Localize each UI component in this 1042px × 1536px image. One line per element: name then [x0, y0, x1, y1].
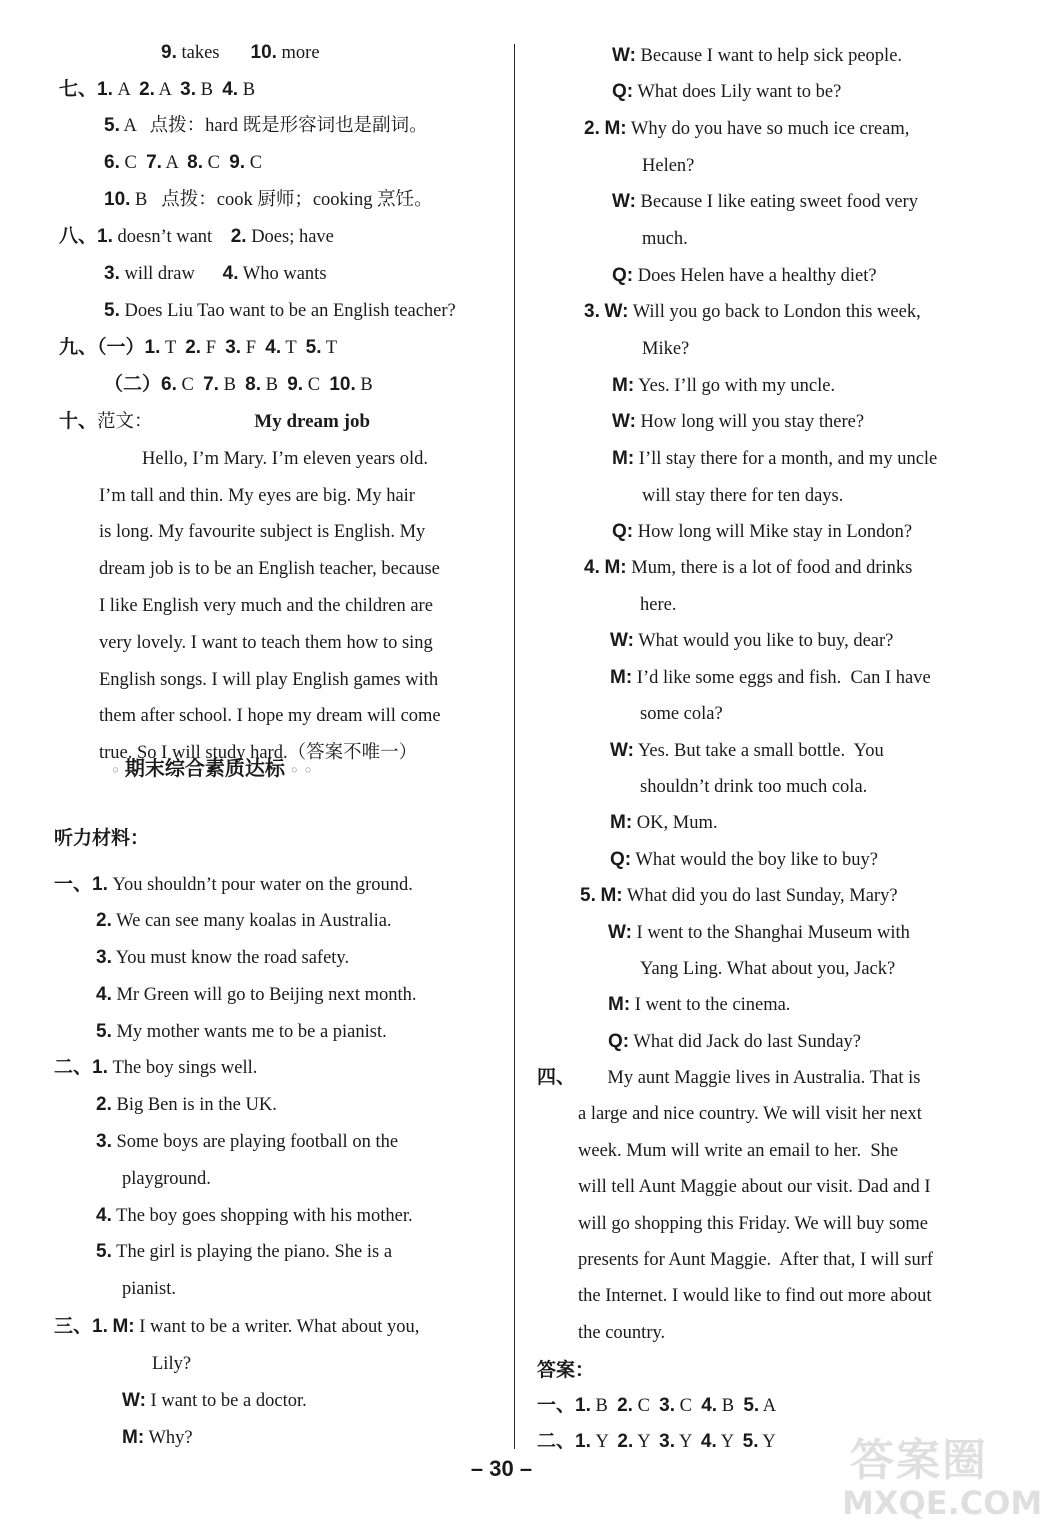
- label-bold: 8.: [245, 374, 262, 395]
- label-bold: 一、1.: [54, 874, 108, 895]
- label-bold: 4.: [700, 1431, 717, 1452]
- left-line: [122, 1277, 176, 1301]
- text: C: [675, 1396, 702, 1416]
- essay-title: My dream job: [254, 411, 371, 432]
- text: B 点拨：cook 厨师；cooking 烹饪。: [130, 190, 433, 210]
- label-bold: Q:: [612, 521, 634, 542]
- left-line: [96, 946, 349, 970]
- label-bold: W:: [604, 301, 629, 322]
- text: The boy sings well.: [107, 1058, 258, 1078]
- text: The girl is playing the piano. She is a: [111, 1242, 393, 1262]
- left-line: [96, 1240, 392, 1264]
- label-bold: 2.: [96, 1094, 112, 1115]
- text: C: [632, 1396, 660, 1416]
- text: Mike?: [642, 339, 690, 359]
- label-bold: 3.: [659, 1431, 676, 1452]
- label-bold: 3.: [180, 79, 196, 100]
- right-line: [578, 1284, 931, 1308]
- label-bold: 2.: [230, 226, 247, 247]
- text: The boy goes shopping with his mother.: [111, 1206, 413, 1226]
- text: Who wants: [238, 264, 327, 284]
- heading: 听力材料：: [54, 827, 150, 849]
- text: true. So I will study hard.（答案不唯一）: [99, 743, 418, 763]
- item-answer: takes: [176, 43, 220, 63]
- text: Yes. I’ll go with my uncle.: [634, 376, 836, 396]
- text: A: [161, 153, 188, 173]
- right-line: [578, 1175, 930, 1199]
- label-bold: 5.: [96, 1021, 112, 1042]
- label-bold: 4.: [222, 79, 239, 100]
- right-line: [537, 1358, 594, 1383]
- right-line: [584, 556, 912, 580]
- right-line: [578, 1212, 928, 1236]
- item-number: 10.: [250, 42, 277, 63]
- left-line: [99, 520, 425, 544]
- text: I’d like some eggs and fish. Can I have: [632, 668, 931, 688]
- label-bold: M:: [610, 667, 633, 688]
- text: pianist.: [122, 1279, 176, 1299]
- text: is long. My favourite subject is English. My: [99, 522, 426, 542]
- heading: 答案：: [537, 1359, 595, 1381]
- text: Y: [590, 1432, 618, 1452]
- text: Lily?: [152, 1354, 192, 1374]
- label-bold: W:: [610, 740, 634, 761]
- text: the country.: [578, 1323, 666, 1343]
- left-line: [122, 1389, 307, 1413]
- label-bold: W:: [612, 411, 636, 432]
- label-bold: 3.: [584, 301, 600, 322]
- text: will go shopping this Friday. We will buy some: [578, 1214, 929, 1234]
- text: C: [203, 153, 230, 173]
- title-ornament-left: ◦: [111, 763, 125, 779]
- text: will stay there for ten days.: [642, 486, 844, 506]
- text: B: [355, 375, 373, 395]
- label-bold: W:: [608, 922, 632, 943]
- label-bold: 3.: [96, 947, 112, 968]
- left-line: [99, 484, 415, 508]
- text: English songs. I will play English games with: [99, 670, 439, 690]
- text: Does Helen have a healthy diet?: [633, 266, 877, 286]
- label-bold: 2.: [139, 79, 155, 100]
- text: C: [119, 153, 147, 173]
- right-line: [537, 1394, 776, 1418]
- left-line: [54, 826, 149, 851]
- label-bold: M:: [610, 812, 633, 833]
- label-bold: 9.: [229, 152, 246, 173]
- left-line: [96, 1020, 387, 1044]
- column-divider: [514, 44, 515, 1449]
- label-bold: M:: [600, 885, 623, 906]
- left-line: [96, 1204, 413, 1228]
- label-bold: 9.: [287, 374, 304, 395]
- right-line: [642, 154, 694, 178]
- label-bold: （二）6.: [104, 374, 177, 395]
- label-bold: 八、1.: [59, 226, 113, 247]
- text: Does Liu Tao want to be an English teacher?: [119, 301, 456, 321]
- left-line: [104, 262, 327, 286]
- label-bold: 6.: [104, 152, 120, 173]
- text: Why do you have so much ice cream,: [626, 119, 910, 139]
- text: My mother wants me to be a pianist.: [111, 1022, 387, 1042]
- label-bold: 3.: [659, 1395, 676, 1416]
- right-line: [640, 593, 676, 617]
- label-bold: 8.: [187, 152, 203, 173]
- label-bold: 4.: [96, 984, 112, 1005]
- left-line: [104, 151, 262, 175]
- text: You must know the road safety.: [111, 948, 350, 968]
- label-bold: 7.: [203, 374, 219, 395]
- right-line: [612, 447, 937, 471]
- text: T: [160, 338, 186, 358]
- right-line: [578, 1248, 933, 1272]
- text: Because I want to help sick people.: [635, 46, 903, 66]
- label-bold: 5.: [96, 1241, 112, 1262]
- text: Y: [758, 1432, 776, 1452]
- right-line: [537, 1430, 776, 1454]
- left-line: [54, 1056, 257, 1080]
- text: here.: [640, 595, 677, 615]
- text: will tell Aunt Maggie about our visit. Dad and I: [578, 1177, 931, 1197]
- text: some cola?: [640, 704, 723, 724]
- label-bold: M:: [612, 375, 635, 396]
- label-bold: 5.: [104, 115, 120, 136]
- watermark-line2: MXQE.COM: [842, 1484, 1042, 1522]
- text: much.: [642, 229, 688, 249]
- left-line: [96, 983, 417, 1007]
- right-line: [578, 1139, 898, 1163]
- right-line: [612, 410, 864, 434]
- watermark-logo: [830, 1420, 1042, 1530]
- text: Because I like eating sweet food very: [635, 192, 918, 212]
- right-line: [578, 1102, 922, 1126]
- text: T: [321, 338, 338, 358]
- text: F: [201, 338, 226, 358]
- label-bold: 3.: [96, 1131, 112, 1152]
- right-line: [612, 190, 918, 214]
- label-bold: 二、1.: [54, 1057, 108, 1078]
- text: the Internet. I would like to find out more about: [578, 1286, 932, 1306]
- label-bold: 九、（一）1.: [59, 337, 161, 358]
- right-line: [608, 921, 910, 945]
- text: Why?: [144, 1428, 193, 1448]
- left-line: [99, 594, 433, 618]
- label-bold: 2.: [617, 1395, 633, 1416]
- text: I want to be a doctor.: [145, 1391, 307, 1411]
- right-line: [584, 300, 921, 324]
- left-line: [54, 1315, 419, 1339]
- label-bold: Q:: [610, 849, 632, 870]
- label-bold: M:: [112, 1316, 135, 1337]
- left-line: [122, 1426, 193, 1450]
- text: C: [303, 375, 330, 395]
- left-line: [122, 1167, 211, 1191]
- item-number: 9.: [161, 42, 177, 63]
- label-bold: 三、1.: [54, 1316, 108, 1337]
- left-line: [161, 41, 320, 65]
- text: A: [759, 1396, 777, 1416]
- label-bold: M:: [612, 448, 635, 469]
- left-line: [99, 557, 440, 581]
- right-line: [612, 44, 902, 68]
- label-bold: 5.: [305, 337, 322, 358]
- left-line: [59, 336, 337, 360]
- left-line: [59, 410, 370, 434]
- left-line: [104, 373, 373, 397]
- right-line: [640, 957, 895, 981]
- right-line: [612, 520, 912, 544]
- text: We can see many koalas in Australia.: [111, 911, 392, 931]
- label-bold: 3.: [104, 263, 120, 284]
- label-bold: W:: [612, 45, 636, 66]
- left-line: [152, 1352, 191, 1376]
- label-bold: 4.: [265, 337, 282, 358]
- text: I went to the Shanghai Museum with: [631, 923, 910, 943]
- label-bold: 10.: [104, 189, 131, 210]
- text: I went to the cinema.: [630, 995, 791, 1015]
- text: You shouldn’t pour water on the ground.: [107, 875, 413, 895]
- text: Y: [716, 1432, 743, 1452]
- left-line: [96, 1130, 398, 1154]
- right-line: [642, 337, 689, 361]
- text: 范文：: [97, 412, 153, 432]
- label-bold: 2.: [584, 118, 600, 139]
- left-line: [104, 299, 456, 323]
- left-line: [99, 668, 438, 692]
- text: What did Jack do last Sunday?: [629, 1032, 862, 1052]
- text: a large and nice country. We will visit her next: [578, 1104, 922, 1124]
- text: week. Mum will write an email to her. She: [578, 1141, 899, 1161]
- text: B: [238, 80, 256, 100]
- label-bold: 5.: [742, 1431, 759, 1452]
- right-line: [610, 629, 893, 653]
- text: Will you go back to London this week,: [628, 302, 921, 322]
- text: A 点拨：hard 既是形容词也是副词。: [119, 116, 428, 136]
- label-bold: 2.: [617, 1431, 634, 1452]
- text: I’m tall and thin. My eyes are big. My hair: [99, 486, 415, 506]
- text: How long will Mike stay in London?: [633, 522, 913, 542]
- item-answer: more: [276, 43, 320, 63]
- text: Mr Green will go to Beijing next month.: [111, 985, 417, 1005]
- label-bold: 5.: [743, 1395, 760, 1416]
- label-bold: 二、1.: [537, 1431, 591, 1452]
- label-bold: 10.: [329, 374, 356, 395]
- right-line: [610, 666, 931, 690]
- text: will draw: [119, 264, 223, 284]
- text: Helen?: [642, 156, 695, 176]
- text: Does; have: [246, 227, 334, 247]
- label-bold: W:: [122, 1390, 146, 1411]
- label-bold: 一、1.: [537, 1395, 591, 1416]
- label-bold: 2.: [96, 910, 112, 931]
- text: Y: [675, 1432, 701, 1452]
- right-line: [584, 117, 909, 141]
- left-line: [142, 447, 428, 471]
- label-bold: 4.: [584, 557, 600, 578]
- label-bold: 2.: [185, 337, 202, 358]
- label-bold: 四、: [537, 1067, 576, 1088]
- label-bold: 5.: [104, 300, 120, 321]
- text: them after school. I hope my dream will come: [99, 706, 441, 726]
- text: doesn’t want: [112, 227, 231, 247]
- text: B: [218, 375, 246, 395]
- text: Mum, there is a lot of food and drinks: [626, 558, 913, 578]
- text: I want to be a writer. What about you,: [134, 1317, 420, 1337]
- right-line: [642, 227, 688, 251]
- watermark-line1: 答案圈: [850, 1435, 988, 1486]
- label-bold: W:: [612, 191, 636, 212]
- text: dream job is to be an English teacher, because: [99, 559, 440, 579]
- text: OK, Mum.: [632, 813, 718, 833]
- text: C: [176, 375, 204, 395]
- label-bold: M:: [604, 557, 627, 578]
- text: What does Lily want to be?: [633, 82, 842, 102]
- title-ornament-right: ◦ ◦: [284, 763, 313, 779]
- label-bold: M:: [122, 1427, 145, 1448]
- label-bold: 5.: [580, 885, 596, 906]
- right-line: [610, 848, 878, 872]
- label-bold: W:: [610, 630, 634, 651]
- left-line: [59, 225, 334, 249]
- right-line: [608, 993, 790, 1017]
- text: Yang Ling. What about you, Jack?: [640, 959, 896, 979]
- right-line: [612, 264, 877, 288]
- text: My aunt Maggie lives in Australia. That is: [575, 1068, 921, 1088]
- label-bold: 4.: [222, 263, 239, 284]
- text: B: [717, 1396, 744, 1416]
- label-bold: 七、1.: [59, 79, 113, 100]
- text: F: [241, 338, 266, 358]
- page-number: – 30 –: [470, 1456, 533, 1481]
- text: A: [154, 80, 181, 100]
- text: I’ll stay there for a month, and my uncle: [634, 449, 938, 469]
- label-bold: Q:: [612, 81, 634, 102]
- right-line: [642, 484, 843, 508]
- label-bold: Q:: [608, 1031, 630, 1052]
- text: A: [112, 80, 140, 100]
- label-bold: Q:: [612, 265, 634, 286]
- text: What would you like to buy, dear?: [633, 631, 894, 651]
- text: [153, 412, 255, 432]
- right-line: [612, 80, 841, 104]
- text: very lovely. I want to teach them how to sing: [99, 633, 433, 653]
- left-line: [59, 78, 255, 102]
- right-line: [610, 811, 717, 835]
- left-line: [104, 114, 428, 138]
- text: Yes. But take a small bottle. You: [633, 741, 884, 761]
- right-line: [578, 1321, 665, 1345]
- right-line: [608, 1030, 861, 1054]
- text: B: [196, 80, 223, 100]
- label-bold: 4.: [96, 1205, 112, 1226]
- text: B: [261, 375, 288, 395]
- left-line: [96, 909, 392, 933]
- label-bold: 3.: [225, 337, 242, 358]
- label-bold: M:: [608, 994, 631, 1015]
- text: playground.: [122, 1169, 211, 1189]
- text: I like English very much and the children are: [99, 596, 433, 616]
- text: Y: [633, 1432, 660, 1452]
- left-line: [54, 873, 413, 897]
- section-title: ◦ 期末综合素质达标 ◦ ◦: [111, 756, 313, 780]
- text: Big Ben is in the UK.: [111, 1095, 277, 1115]
- left-line: [99, 631, 433, 655]
- left-line: [96, 1093, 277, 1117]
- text: T: [281, 338, 306, 358]
- text: shouldn’t drink too much cola.: [640, 777, 868, 797]
- text: What did you do last Sunday, Mary?: [622, 886, 898, 906]
- label-bold: 4.: [701, 1395, 718, 1416]
- text: presents for Aunt Maggie. After that, I will surf: [578, 1250, 934, 1270]
- right-line: [610, 739, 884, 763]
- right-line: [580, 884, 898, 908]
- right-line: [640, 775, 867, 799]
- right-line: [640, 702, 723, 726]
- text: C: [245, 153, 263, 173]
- text: What would the boy like to buy?: [631, 850, 878, 870]
- left-line: [99, 704, 441, 728]
- left-line: [104, 188, 433, 212]
- label-bold: 十、: [59, 411, 98, 432]
- label-bold: 7.: [146, 152, 162, 173]
- right-line: [612, 374, 835, 398]
- label-bold: M:: [604, 118, 627, 139]
- text: Some boys are playing football on the: [111, 1132, 399, 1152]
- text: Hello, I’m Mary. I’m eleven years old.: [142, 449, 428, 469]
- text: How long will you stay there?: [635, 412, 865, 432]
- right-line: [537, 1066, 920, 1090]
- text: B: [590, 1396, 618, 1416]
